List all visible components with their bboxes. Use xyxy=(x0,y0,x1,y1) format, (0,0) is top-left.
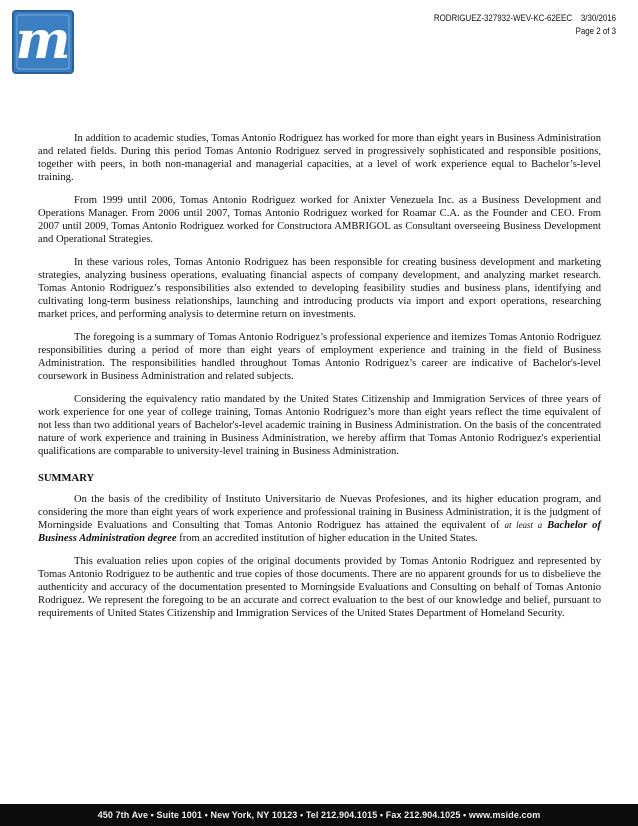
summary-heading: SUMMARY xyxy=(38,473,95,484)
at-least-qualifier: at least a xyxy=(504,520,543,530)
paragraph-evaluation-disclaimer: This evaluation relies upon copies of the original documents provided by Tomas Antonio Rodriguez and represented by Tomas Antonio Rodriguez to be authentic and true copies of those documents. There are no apparent grounds for us to disbelieve the authenticity and accuracy of the documentation presented to Morningside Evaluations and Consulting on behalf of Tomas Antonio Rodriguez. We represent the foregoing to be an accurate and correct evaluation to the best of our knowledge and belief, pursuant to requirements of United States Citizenship and Immigration Services of the United States Department of Homeland Security. xyxy=(38,556,601,619)
summary-text-start: On the basis of the credibility of Instituto Universitario de Nuevas Profesiones, and its higher education program, and considering the more than eight years of work experience and professional training in Business Administration, it is the judgment of Morningside Evaluations and Consulting that Tomas Antonio Rodriguez has attained the equivalent of xyxy=(38,494,601,531)
paragraph-summary-conclusion xyxy=(38,493,601,545)
footer-address: 450 7th Ave • Suite 1001 • New York, NY 10123 • Tel 212.904.1015 • Fax 212.904.1025 • www.mside.com xyxy=(97,810,541,820)
logo-mark-icon xyxy=(12,10,74,74)
reference-number: RODRIGUEZ-327932-WEV-KC-62EEC xyxy=(433,13,572,23)
degree-equivalency: Bachelor of Business Administration degree xyxy=(38,520,602,544)
company-logo xyxy=(12,10,74,74)
paragraph-equivalency-ratio: Considering the equivalency ratio mandated by the United States Citizenship and Immigration Services of three years of work experience for one year of college training, Tomas Antonio Rodriguez’s more than eight years reflect the time equivalent of not less than two additional years of Bachelor's-level academic training in Business Administration. On the basis of the concentrated nature of work experience and training in Business Administration, we hereby affirm that Tomas Antonio Rodriguez's experiential qualifications are comparable to university-level training in Business Administration. xyxy=(38,394,601,457)
logo-letter: m xyxy=(15,10,71,71)
paragraph-experience-summary: In addition to academic studies, Tomas Antonio Rodriguez has worked for more than eight years in Business Administration and related fields. During this period Tomas Antonio Rodriguez served in progressively sophisticated and responsible positions, together with peers, in both non-managerial and managerial capacities, at a level of work experience equal to Bachelor’s-level training. xyxy=(38,133,601,183)
document-date: 3/30/2016 xyxy=(580,13,616,23)
document-body xyxy=(38,132,601,630)
paragraph-responsibilities: In these various roles, Tomas Antonio Rodriguez has been responsible for creating business development and marketing strategies, analyzing business operations, evaluating financial aspects of company development, and analyzing market research. Tomas Antonio Rodriguez’s responsibilities also extended to developing feasibility studies and business plans, identifying and cultivating long-term business relationships, launching and introducing products via import and export operations, researching market prices, and performing analysis to determine return on investments. xyxy=(38,257,601,320)
summary-text-end: from an accredited institution of higher education in the United States. xyxy=(176,533,478,544)
footer-contact-bar xyxy=(0,804,638,826)
page-number: Page 2 of 3 xyxy=(575,26,616,36)
paragraph-employment-history: From 1999 until 2006, Tomas Antonio Rodriguez worked for Anixter Venezuela Inc. as a Business Development and Operations Manager. From 2006 until 2007, Tomas Antonio Rodriguez worked for Roamar C.A. as the Founder and CEO. From 2007 until 2009, Tomas Antonio Rodriguez worked for Constructora AMBRIGOL as Consultant overseeing Business Development and Operational Strategies. xyxy=(38,195,601,245)
document-header xyxy=(434,12,616,38)
paragraph-foregoing-summary: The foregoing is a summary of Tomas Antonio Rodriguez’s professional experience and itemizes Tomas Antonio Rodriguez responsibilities during a period of more than eight years of employment experience and training in the field of Business Administration. The responsibilities handled throughout Tomas Antonio Rodriguez’s career are indicative of Bachelor's-level coursework in Business Administration and related subjects. xyxy=(38,332,601,382)
